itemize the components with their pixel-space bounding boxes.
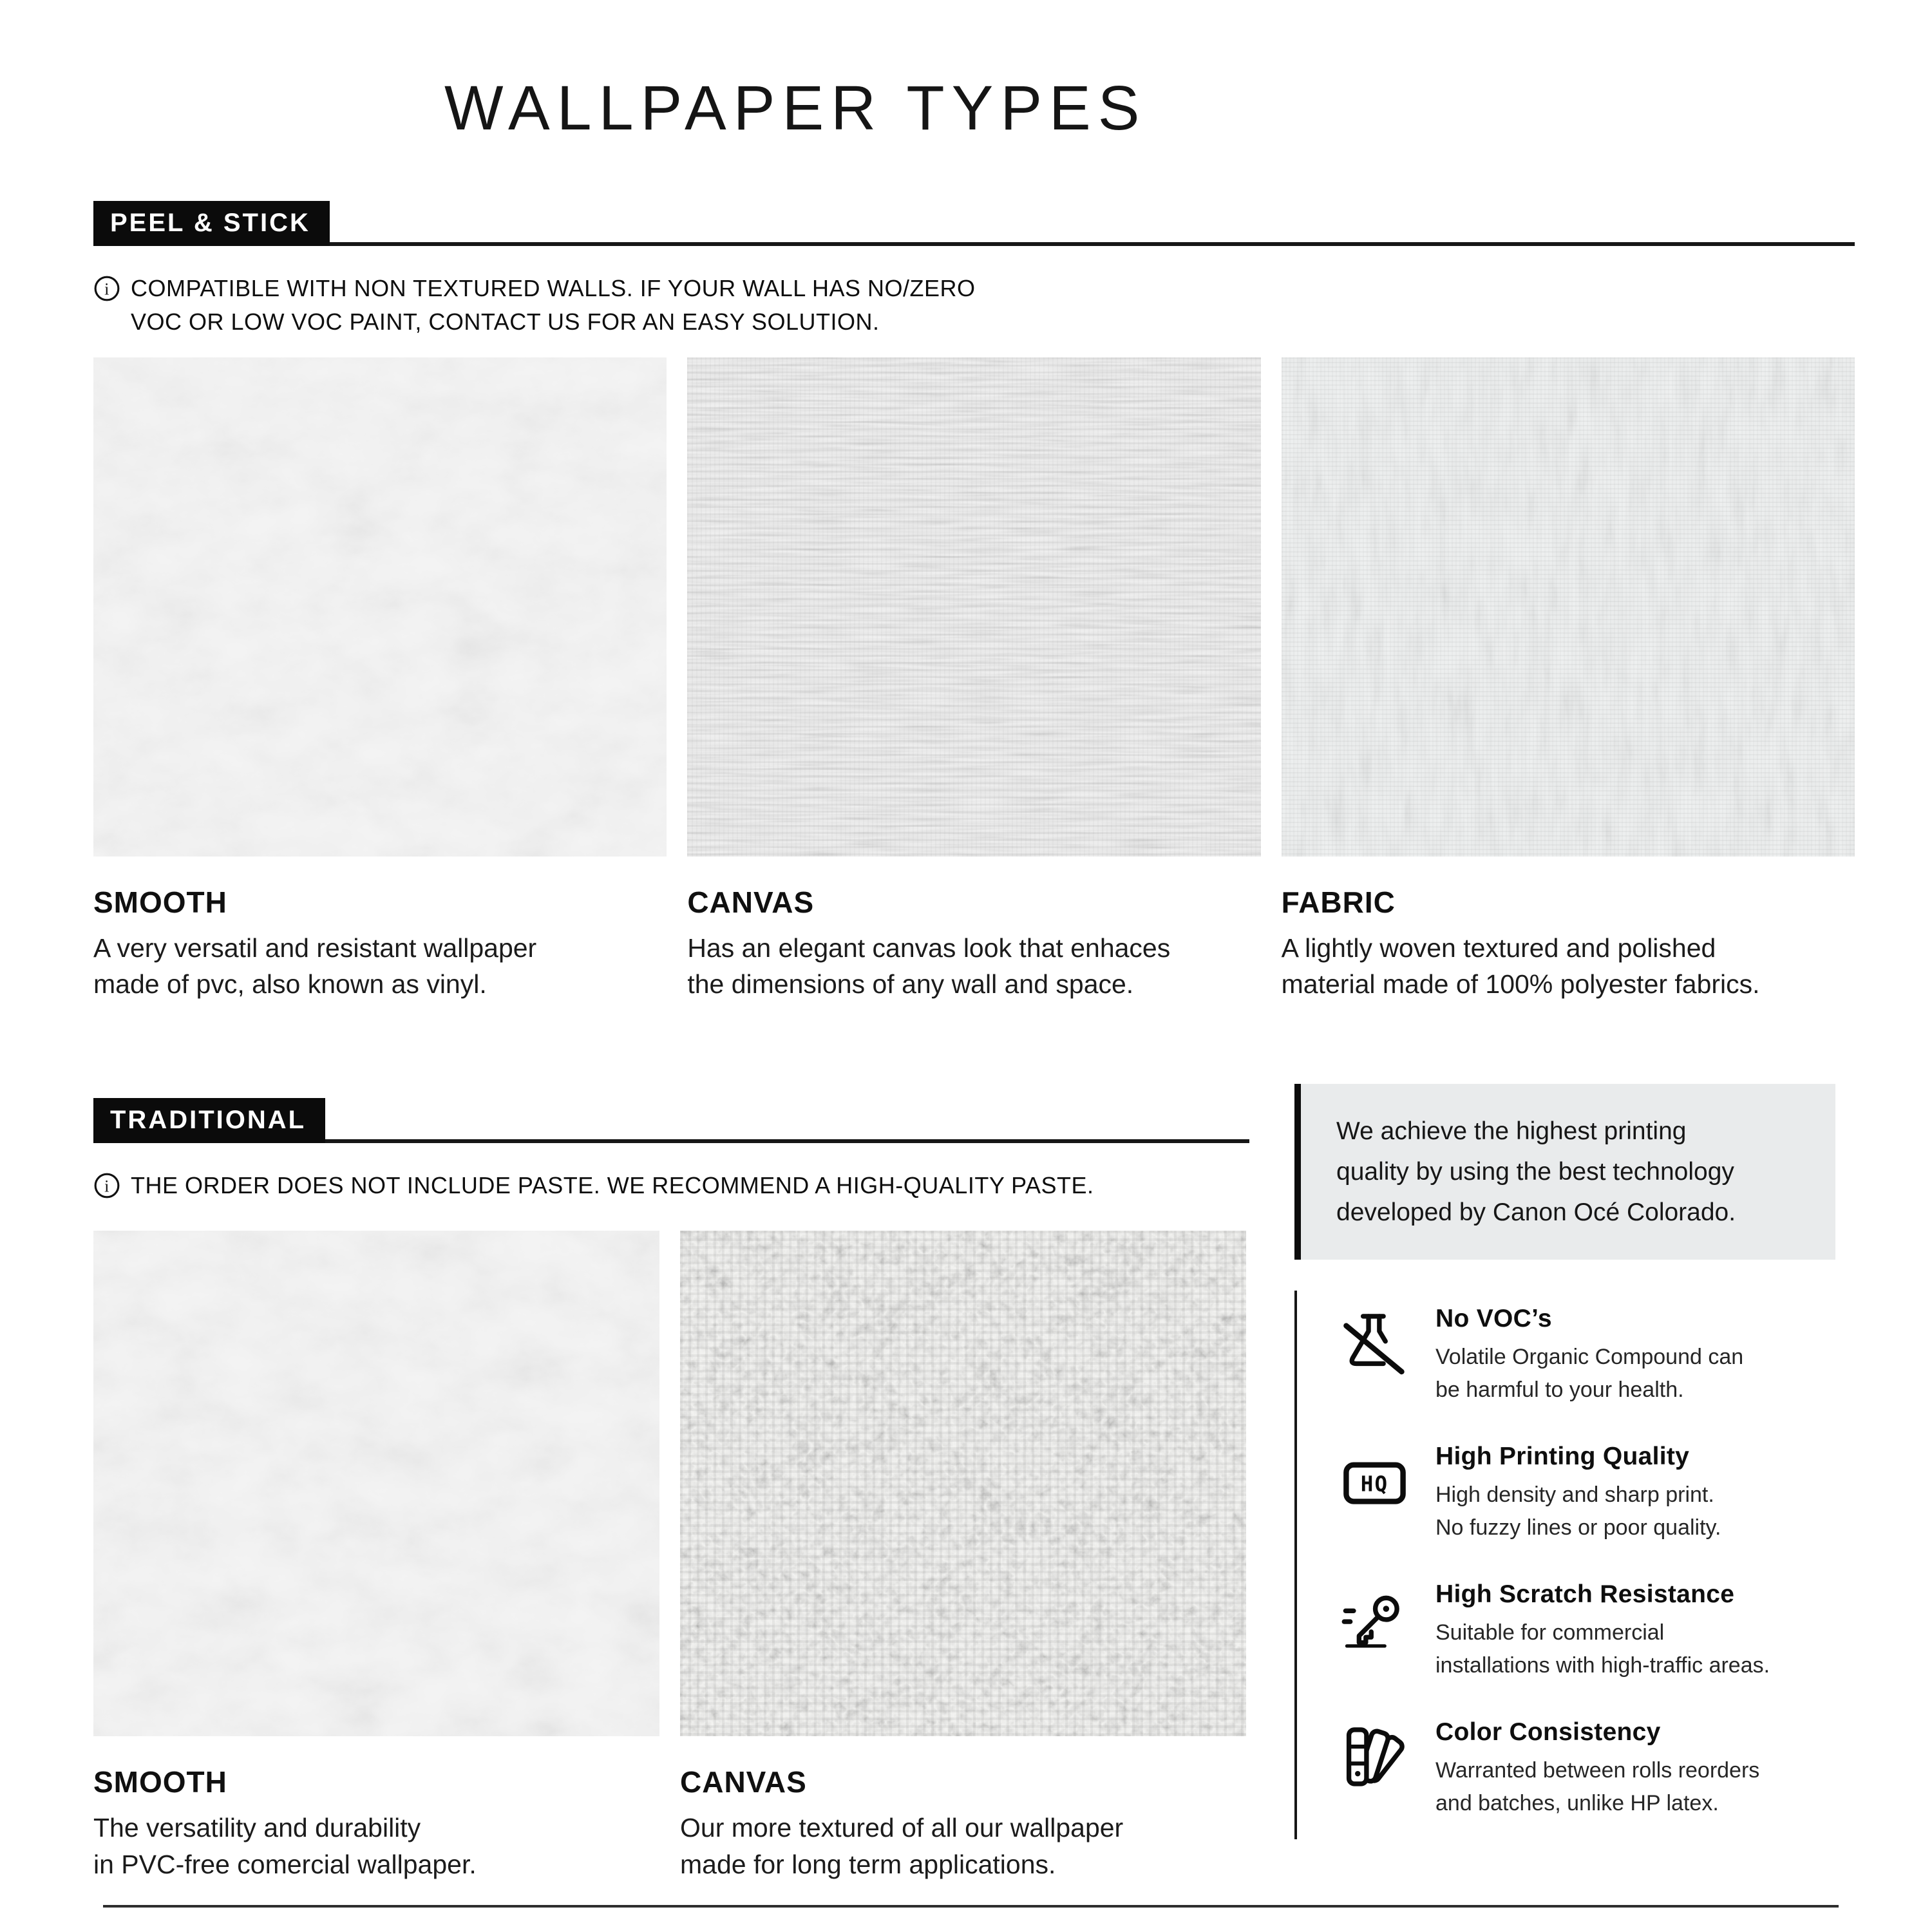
feature-text: [1435, 1718, 1759, 1820]
swatch-description: [93, 1810, 659, 1882]
feature-title: High Printing Quality: [1435, 1443, 1690, 1471]
section-badge-traditional: TRADITIONAL: [93, 1098, 325, 1143]
paste-note: [93, 1169, 1249, 1203]
texture-swatch-smooth: [93, 357, 667, 857]
color-swatchbook-icon: [1341, 1722, 1408, 1794]
feature-description: [1435, 1341, 1743, 1406]
swatch-title: FABRIC: [1281, 885, 1396, 919]
swatch-caption: [1282, 885, 1855, 1003]
text-line: material made of 100% polyester fabrics.: [1281, 969, 1760, 999]
text-line: High density and sharp print.: [1435, 1482, 1714, 1508]
swatch-caption: [93, 1765, 659, 1882]
text-line: A very versatil and resistant wallpaper: [93, 933, 537, 963]
section-rule: [325, 1139, 1249, 1143]
section-badge-peel-stick: PEEL & STICK: [93, 201, 330, 246]
swatch-card-fabric: [1282, 357, 1855, 1003]
hq-badge-icon: [1341, 1446, 1408, 1519]
text-line: VOC OR LOW VOC PAINT, CONTACT US FOR AN EASY SOLUTION.: [131, 308, 880, 336]
smooth-texture-noise: [93, 1231, 659, 1736]
page-title: WALLPAPER TYPES: [444, 73, 1147, 143]
bottom-rule: [103, 1905, 1839, 1908]
note-text: [131, 272, 976, 339]
feature-description: [1435, 1754, 1759, 1820]
text-line: made of pvc, also known as vinyl.: [93, 969, 487, 999]
info-icon: [93, 275, 120, 302]
text-line: No fuzzy lines or poor quality.: [1435, 1515, 1721, 1540]
quality-sidebar: [1294, 1084, 1855, 1840]
text-line: quality by using the best technology: [1336, 1157, 1734, 1186]
feature-description: [1435, 1479, 1721, 1544]
texture-swatch-canvas: [687, 357, 1260, 857]
swatch-title: CANVAS: [687, 885, 815, 919]
text-line: the dimensions of any wall and space.: [687, 969, 1134, 999]
fabric-texture-noise: [1282, 357, 1855, 857]
feature-item-high-printing-quality: [1341, 1443, 1855, 1544]
texture-swatch-canvas-coarse: [680, 1231, 1246, 1736]
swatch-title: SMOOTH: [93, 885, 227, 919]
feature-title: High Scratch Resistance: [1435, 1580, 1735, 1609]
key-scratch-icon: [1341, 1584, 1408, 1656]
text-line: A lightly woven textured and polished: [1281, 933, 1716, 963]
traditional-header: [93, 1098, 1249, 1143]
canvas-texture-noise: [687, 357, 1260, 857]
text-line: Suitable for commercial: [1435, 1620, 1665, 1645]
wallpaper-types-page: [0, 72, 1932, 1932]
swatch-card-smooth: [93, 357, 667, 1003]
text-line: The versatility and durability: [93, 1813, 421, 1843]
peel-stick-swatch-grid: [93, 357, 1855, 1003]
swatch-title: SMOOTH: [93, 1765, 227, 1799]
feature-item-color-consistency: [1341, 1718, 1855, 1820]
feature-item-no-vocs: [1341, 1305, 1855, 1406]
swatch-description: [93, 930, 667, 1003]
swatch-card-smooth: [93, 1231, 659, 1882]
section-traditional: [93, 1041, 1249, 1883]
info-glyph: i: [104, 279, 109, 298]
texture-swatch-fabric: [1282, 357, 1855, 857]
text-line: developed by Canon Océ Colorado.: [1336, 1198, 1736, 1227]
traditional-swatch-grid: [93, 1231, 1246, 1882]
section-peel-stick: [93, 201, 1855, 1003]
swatch-description: [687, 930, 1260, 1003]
text-line: installations with high-traffic areas.: [1435, 1653, 1770, 1678]
info-glyph: i: [104, 1177, 109, 1196]
swatch-description: [680, 1810, 1246, 1882]
feature-text: [1435, 1305, 1743, 1406]
info-icon: [93, 1172, 120, 1199]
feature-description: [1435, 1616, 1770, 1682]
text-line: Warranted between rolls reorders: [1435, 1758, 1760, 1783]
swatch-caption: [680, 1765, 1246, 1882]
text-line: in PVC-free comercial wallpaper.: [93, 1849, 477, 1879]
note-text: [131, 1169, 1094, 1203]
quote-box: [1294, 1084, 1835, 1260]
text-line: We achieve the highest printing: [1336, 1117, 1687, 1145]
feature-text: [1435, 1443, 1721, 1544]
flask-crossed-icon: [1341, 1309, 1408, 1381]
swatch-caption: [687, 885, 1260, 1003]
smooth-texture-noise: [93, 357, 667, 857]
feature-text: [1435, 1580, 1770, 1682]
text-line: and batches, unlike HP latex.: [1435, 1791, 1719, 1816]
feature-item-scratch-resistance: [1341, 1580, 1855, 1682]
text-line: THE ORDER DOES NOT INCLUDE PASTE. WE RECOMMEND A HIGH-QUALITY PASTE.: [131, 1171, 1094, 1198]
swatch-caption: [93, 885, 667, 1003]
swatch-title: CANVAS: [680, 1765, 807, 1799]
feature-title: No VOC’s: [1435, 1305, 1552, 1333]
peel-stick-header: [93, 201, 1855, 246]
section-rule: [330, 242, 1855, 246]
compatibility-note: [93, 272, 1855, 339]
text-line: be harmful to your health.: [1435, 1378, 1684, 1403]
feature-title: Color Consistency: [1435, 1718, 1661, 1747]
swatch-card-canvas: [680, 1231, 1246, 1882]
hq-glyph: HQ: [1360, 1472, 1389, 1497]
swatch-card-canvas: [687, 357, 1260, 1003]
text-line: made for long term applications.: [680, 1849, 1056, 1879]
text-line: Our more textured of all our wallpaper: [680, 1813, 1124, 1843]
traditional-and-sidebar-row: [93, 1041, 1855, 1883]
swatch-description: [1282, 930, 1855, 1003]
text-line: Volatile Organic Compound can: [1435, 1345, 1744, 1370]
features-list: [1294, 1291, 1855, 1839]
burlap-texture-noise: [680, 1231, 1246, 1736]
text-line: COMPATIBLE WITH NON TEXTURED WALLS. IF YOUR WALL HAS NO/ZERO: [131, 274, 976, 301]
texture-swatch-smooth: [93, 1231, 659, 1736]
text-line: Has an elegant canvas look that enhaces: [687, 933, 1171, 963]
